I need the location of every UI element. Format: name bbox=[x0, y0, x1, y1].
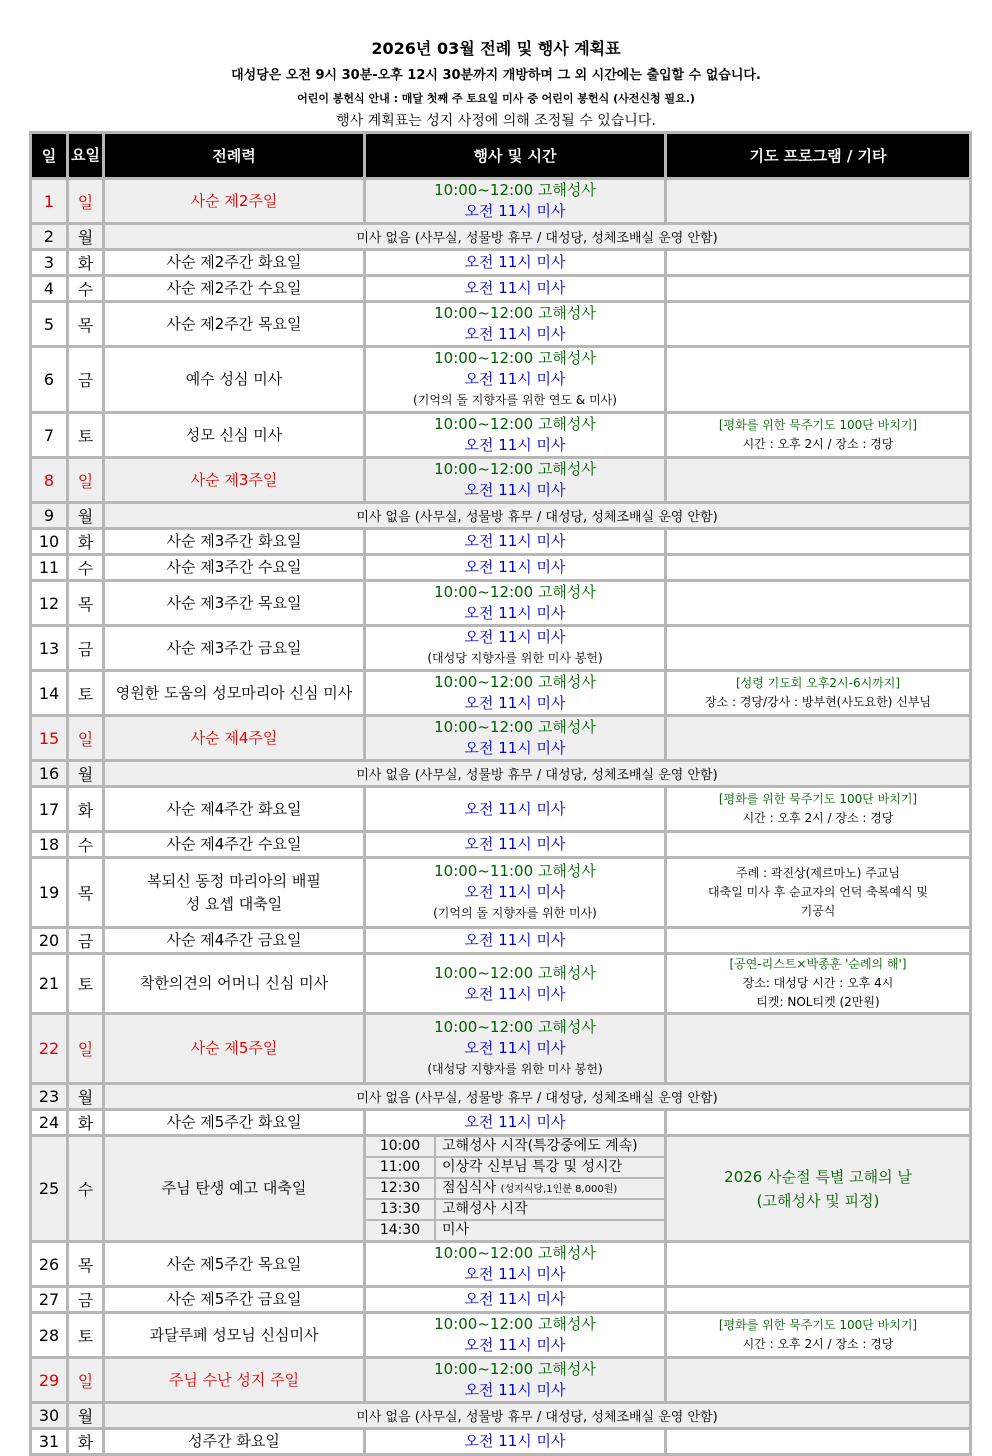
prayer-detail: 시간 : 오후 2시 / 장소 : 경당 bbox=[742, 437, 894, 451]
table-row bbox=[31, 503, 971, 529]
weekday-cell: 토 bbox=[68, 954, 104, 1014]
weekday-cell: 일 bbox=[68, 458, 104, 503]
prayer-cell bbox=[666, 179, 971, 224]
liturgy-cell bbox=[104, 1358, 365, 1403]
prayer-cell bbox=[666, 928, 971, 954]
mass-time: 오전 11시 미사 bbox=[464, 1381, 566, 1399]
liturgy-cell bbox=[104, 928, 365, 954]
confession-time: 10:00~12:00 고해성사 bbox=[434, 1360, 596, 1378]
table-row bbox=[31, 555, 971, 581]
table-row bbox=[31, 1110, 971, 1136]
day-cell: 9 bbox=[31, 503, 68, 529]
table-row bbox=[31, 1313, 971, 1358]
prayer-cell bbox=[666, 716, 971, 761]
liturgy-cell bbox=[104, 954, 365, 1014]
schedule-desc bbox=[436, 1137, 664, 1156]
weekday-cell: 토 bbox=[68, 413, 104, 458]
liturgy-label: 착한의견의 어머니 신심 미사 bbox=[139, 974, 329, 992]
schedule-time: 10:00 bbox=[366, 1137, 436, 1156]
table-row bbox=[31, 954, 971, 1014]
mass-time: 오전 11시 미사 bbox=[464, 1290, 566, 1308]
table-row bbox=[31, 302, 971, 347]
prayer-title: [공연-리스트×박종훈 '순례의 해'] bbox=[729, 957, 907, 971]
prayer-cell bbox=[666, 832, 971, 858]
weekday-cell: 목 bbox=[68, 1242, 104, 1287]
event-cell bbox=[365, 928, 666, 954]
event-cell bbox=[365, 954, 666, 1014]
weekday-cell: 수 bbox=[68, 555, 104, 581]
liturgy-cell bbox=[104, 1136, 365, 1242]
schedule-desc-text: 미사 bbox=[442, 1222, 470, 1238]
weekday-cell: 월 bbox=[68, 503, 104, 529]
table-row bbox=[31, 250, 971, 276]
liturgy-cell bbox=[104, 276, 365, 302]
mass-time: 오전 11시 미사 bbox=[464, 1432, 566, 1450]
confession-time: 10:00~12:00 고해성사 bbox=[434, 415, 596, 433]
day-cell: 11 bbox=[31, 555, 68, 581]
table-row bbox=[31, 1014, 971, 1084]
liturgy-cell bbox=[104, 626, 365, 671]
table-row bbox=[31, 626, 971, 671]
table-row bbox=[31, 1084, 971, 1110]
event-cell bbox=[365, 1358, 666, 1403]
prayer-cell bbox=[666, 529, 971, 555]
table-row bbox=[31, 1242, 971, 1287]
day-cell: 15 bbox=[31, 716, 68, 761]
mass-time: 오전 11시 미사 bbox=[464, 1336, 566, 1354]
event-cell bbox=[365, 671, 666, 716]
mass-time: 오전 11시 미사 bbox=[464, 984, 566, 1003]
mass-time: 오전 11시 미사 bbox=[464, 931, 566, 949]
prayer-detail: 장소: 대성당 시간 : 오후 4시 bbox=[742, 976, 894, 990]
table-row bbox=[31, 347, 971, 413]
liturgy-label: 과달루페 성모님 신심미사 bbox=[149, 1325, 319, 1344]
event-cell bbox=[365, 858, 666, 928]
liturgy-label: 주님 탄생 예고 대축일 bbox=[161, 1179, 307, 1197]
weekday-cell: 목 bbox=[68, 302, 104, 347]
mass-time: 오전 11시 미사 bbox=[464, 253, 566, 271]
weekday-cell: 토 bbox=[68, 671, 104, 716]
weekday-cell: 일 bbox=[68, 1358, 104, 1403]
schedule-desc-text: 이상각 신부님 특강 및 성시간 bbox=[442, 1159, 623, 1175]
day-cell: 29 bbox=[31, 1358, 68, 1403]
liturgy-cell bbox=[104, 1429, 365, 1455]
day-cell: 27 bbox=[31, 1287, 68, 1313]
liturgy-cell bbox=[104, 1313, 365, 1358]
mass-time: 오전 11시 미사 bbox=[464, 604, 566, 622]
event-cell bbox=[365, 413, 666, 458]
liturgy-label: 영원한 도움의 성모마리아 신심 미사 bbox=[115, 683, 353, 702]
weekday-cell: 월 bbox=[68, 1403, 104, 1429]
prayer-cell bbox=[666, 1429, 971, 1455]
schedule-item bbox=[366, 1158, 664, 1179]
liturgy-label: 성주간 화요일 bbox=[188, 1432, 280, 1450]
weekday-cell: 금 bbox=[68, 1287, 104, 1313]
prayer-cell bbox=[666, 671, 971, 716]
mass-time: 오전 11시 미사 bbox=[464, 279, 566, 297]
weekday-cell: 토 bbox=[68, 1313, 104, 1358]
event-cell bbox=[365, 458, 666, 503]
liturgy-label: 사순 제4주간 화요일 bbox=[166, 799, 302, 818]
day-cell: 16 bbox=[31, 761, 68, 787]
day-cell: 12 bbox=[31, 581, 68, 626]
weekday-cell: 월 bbox=[68, 224, 104, 250]
weekday-cell: 일 bbox=[68, 716, 104, 761]
table-row bbox=[31, 832, 971, 858]
prayer-cell bbox=[666, 1014, 971, 1084]
mass-time: 오전 11시 미사 bbox=[464, 1265, 566, 1283]
liturgy-label: 사순 제5주일 bbox=[190, 1039, 278, 1057]
table-row bbox=[31, 1136, 971, 1242]
confession-time: 10:00~11:00 고해성사 bbox=[434, 862, 596, 880]
table-row bbox=[31, 787, 971, 832]
event-cell bbox=[365, 555, 666, 581]
confession-time: 10:00~12:00 고해성사 bbox=[434, 1315, 596, 1333]
liturgy-label: 사순 제2주간 수요일 bbox=[166, 279, 302, 297]
event-cell bbox=[365, 1242, 666, 1287]
weekday-cell: 월 bbox=[68, 761, 104, 787]
liturgy-cell bbox=[104, 529, 365, 555]
closed-notice: 미사 없음 (사무실, 성물방 휴무 / 대성당, 성체조배실 운영 안함) bbox=[104, 761, 971, 787]
table-row bbox=[31, 179, 971, 224]
weekday-cell: 월 bbox=[68, 1084, 104, 1110]
day-cell: 23 bbox=[31, 1084, 68, 1110]
mass-time: 오전 11시 미사 bbox=[464, 694, 566, 712]
table-row bbox=[31, 928, 971, 954]
liturgy-label: 예수 성심 미사 bbox=[185, 370, 283, 388]
schedule-item bbox=[366, 1179, 664, 1200]
liturgy-cell bbox=[104, 832, 365, 858]
liturgy-label: 성모 신심 미사 bbox=[185, 425, 283, 444]
liturgy-cell bbox=[104, 716, 365, 761]
col-day: 일 bbox=[31, 133, 68, 179]
event-cell bbox=[365, 347, 666, 413]
liturgy-cell bbox=[104, 1110, 365, 1136]
day-cell: 1 bbox=[31, 179, 68, 224]
event-cell bbox=[365, 1313, 666, 1358]
day-cell: 5 bbox=[31, 302, 68, 347]
schedule-item bbox=[366, 1200, 664, 1221]
prayer-cell bbox=[666, 276, 971, 302]
liturgy-cell bbox=[104, 347, 365, 413]
confession-time: 10:00~12:00 고해성사 bbox=[434, 1018, 596, 1036]
table-row bbox=[31, 224, 971, 250]
event-schedule bbox=[365, 1136, 666, 1242]
liturgy-label: 사순 제5주간 금요일 bbox=[166, 1290, 302, 1308]
prayer-cell bbox=[666, 458, 971, 503]
confession-time: 10:00~12:00 고해성사 bbox=[434, 673, 596, 691]
mass-time: 오전 11시 미사 bbox=[464, 739, 566, 757]
liturgy-label: 사순 제3주간 목요일 bbox=[166, 593, 302, 612]
schedule-desc-sub: (성지식당,1인분 8,000원) bbox=[500, 1184, 618, 1195]
prayer-title: [성령 기도회 오후2시-6시까지] bbox=[735, 676, 901, 690]
prayer-cell bbox=[666, 347, 971, 413]
liturgy-cell bbox=[104, 413, 365, 458]
confession-time: 10:00~12:00 고해성사 bbox=[434, 1244, 596, 1262]
table-row bbox=[31, 671, 971, 716]
table-row bbox=[31, 716, 971, 761]
liturgy-cell bbox=[104, 858, 365, 928]
child-offering-notice: 어린이 봉헌식 안내 : 매달 첫째 주 토요일 미사 중 어린이 봉헌식 (사전신청 필요.) bbox=[297, 92, 695, 105]
schedule-table bbox=[29, 131, 972, 1456]
event-cell bbox=[365, 250, 666, 276]
table-row bbox=[31, 761, 971, 787]
liturgy-cell bbox=[104, 1287, 365, 1313]
day-cell: 13 bbox=[31, 626, 68, 671]
prayer-cell bbox=[666, 954, 971, 1014]
liturgy-cell bbox=[104, 581, 365, 626]
day-cell: 14 bbox=[31, 671, 68, 716]
day-cell: 22 bbox=[31, 1014, 68, 1084]
weekday-cell: 화 bbox=[68, 250, 104, 276]
liturgy-label: 사순 제3주간 금요일 bbox=[166, 638, 302, 657]
day-cell: 7 bbox=[31, 413, 68, 458]
col-event: 행사 및 시간 bbox=[365, 133, 666, 179]
event-cell bbox=[365, 179, 666, 224]
col-prayer: 기도 프로그램 / 기타 bbox=[666, 133, 971, 179]
schedule-item bbox=[366, 1137, 664, 1158]
day-cell: 25 bbox=[31, 1136, 68, 1242]
confession-time: 10:00~12:00 고해성사 bbox=[434, 304, 596, 322]
day-cell: 2 bbox=[31, 224, 68, 250]
event-cell bbox=[365, 1014, 666, 1084]
liturgy-label: 사순 제4주간 수요일 bbox=[166, 835, 302, 853]
table-row bbox=[31, 581, 971, 626]
schedule-change-notice: 행사 계획표는 성지 사정에 의해 조정될 수 있습니다. bbox=[336, 113, 656, 129]
day-cell: 6 bbox=[31, 347, 68, 413]
liturgy-label-2: 성 요셉 대축일 bbox=[185, 894, 283, 913]
prayer-cell bbox=[666, 1110, 971, 1136]
table-row bbox=[31, 1429, 971, 1455]
schedule-desc-text: 점심식사 bbox=[442, 1180, 497, 1196]
prayer-cell bbox=[666, 626, 971, 671]
schedule-time: 12:30 bbox=[366, 1179, 436, 1198]
confession-time: 10:00~12:00 고해성사 bbox=[434, 460, 596, 478]
prayer-cell bbox=[666, 555, 971, 581]
mass-time: 오전 11시 미사 bbox=[464, 835, 566, 853]
weekday-cell: 화 bbox=[68, 1429, 104, 1455]
day-cell: 18 bbox=[31, 832, 68, 858]
liturgy-label: 사순 제4주일 bbox=[190, 728, 278, 747]
weekday-cell: 금 bbox=[68, 928, 104, 954]
event-cell bbox=[365, 716, 666, 761]
schedule-time: 11:00 bbox=[366, 1158, 436, 1177]
event-cell bbox=[365, 832, 666, 858]
schedule-item bbox=[366, 1221, 664, 1240]
weekday-cell: 수 bbox=[68, 1136, 104, 1242]
liturgy-cell bbox=[104, 1014, 365, 1084]
weekday-cell: 수 bbox=[68, 832, 104, 858]
schedule-desc bbox=[436, 1200, 664, 1219]
day-cell: 31 bbox=[31, 1429, 68, 1455]
schedule-desc-text: 고해성사 시작 bbox=[442, 1201, 528, 1217]
mass-time: 오전 11시 미사 bbox=[464, 370, 566, 388]
liturgy-cell bbox=[104, 302, 365, 347]
opening-hours-notice: 대성당은 오전 9시 30분-오후 12시 30분까지 개방하며 그 외 시간에는 출입할 수 없습니다. bbox=[231, 68, 761, 83]
weekday-cell: 수 bbox=[68, 276, 104, 302]
prayer-cell bbox=[666, 581, 971, 626]
table-row bbox=[31, 1287, 971, 1313]
day-cell: 24 bbox=[31, 1110, 68, 1136]
prayer-cell bbox=[666, 787, 971, 832]
prayer-title: [평화를 위한 묵주기도 100단 바치기] bbox=[718, 418, 918, 432]
day-cell: 28 bbox=[31, 1313, 68, 1358]
mass-time: 오전 11시 미사 bbox=[464, 1113, 566, 1131]
day-cell: 19 bbox=[31, 858, 68, 928]
weekday-cell: 일 bbox=[68, 179, 104, 224]
event-cell bbox=[365, 581, 666, 626]
weekday-cell: 금 bbox=[68, 626, 104, 671]
weekday-cell: 금 bbox=[68, 347, 104, 413]
liturgy-label: 복되신 동정 마리아의 배필 bbox=[147, 871, 321, 890]
liturgy-cell bbox=[104, 1242, 365, 1287]
prayer-cell bbox=[666, 250, 971, 276]
prayer-cell bbox=[666, 1313, 971, 1358]
liturgy-label: 사순 제5주간 목요일 bbox=[166, 1254, 302, 1273]
mass-time: 오전 11시 미사 bbox=[464, 436, 566, 454]
special-event-cell bbox=[666, 1136, 971, 1242]
liturgy-label: 사순 제2주간 목요일 bbox=[166, 314, 302, 333]
liturgy-label: 사순 제2주간 화요일 bbox=[166, 253, 302, 271]
liturgy-label: 사순 제2주일 bbox=[190, 191, 278, 210]
prayer-cell bbox=[666, 858, 971, 928]
special-title: 2026 사순절 특별 고해의 날 bbox=[724, 1167, 912, 1186]
day-cell: 4 bbox=[31, 276, 68, 302]
closed-notice: 미사 없음 (사무실, 성물방 휴무 / 대성당, 성체조배실 운영 안함) bbox=[104, 503, 971, 529]
prayer-detail: 시간 : 오후 2시 / 장소 : 경당 bbox=[742, 811, 894, 825]
event-note: (기억의 돌 지향자를 위한 미사) bbox=[433, 906, 597, 920]
mass-time: 오전 11시 미사 bbox=[464, 1039, 566, 1057]
prayer-cell bbox=[666, 302, 971, 347]
day-cell: 26 bbox=[31, 1242, 68, 1287]
prayer-detail: 장소 : 경당/강사 : 방부현(사도요한) 신부님 bbox=[704, 695, 932, 709]
liturgy-label: 사순 제3주일 bbox=[190, 470, 278, 489]
mass-time: 오전 11시 미사 bbox=[464, 628, 566, 646]
table-row bbox=[31, 529, 971, 555]
event-cell bbox=[365, 787, 666, 832]
weekday-cell: 목 bbox=[68, 581, 104, 626]
confession-time: 10:00~12:00 고해성사 bbox=[434, 718, 596, 736]
confession-time: 10:00~12:00 고해성사 bbox=[434, 349, 596, 367]
event-cell bbox=[365, 1429, 666, 1455]
table-header-row bbox=[31, 133, 971, 179]
event-cell bbox=[365, 529, 666, 555]
prayer-cell bbox=[666, 1242, 971, 1287]
prayer-detail-2: 기공식 bbox=[800, 904, 836, 918]
prayer-detail: 시간 : 오후 2시 / 장소 : 경당 bbox=[742, 1337, 894, 1351]
liturgy-label: 사순 제3주간 화요일 bbox=[166, 532, 302, 550]
confession-time: 10:00~12:00 고해성사 bbox=[434, 181, 596, 199]
liturgy-label: 주님 수난 성지 주일 bbox=[168, 1370, 300, 1389]
mass-time: 오전 11시 미사 bbox=[464, 532, 566, 550]
schedule-time: 13:30 bbox=[366, 1200, 436, 1219]
prayer-cell bbox=[666, 1358, 971, 1403]
mass-time: 오전 11시 미사 bbox=[464, 883, 566, 901]
day-cell: 17 bbox=[31, 787, 68, 832]
liturgy-cell bbox=[104, 179, 365, 224]
page-title: 2026년 03월 전례 및 행사 계획표 bbox=[371, 39, 621, 58]
liturgy-cell bbox=[104, 555, 365, 581]
confession-time: 10:00~12:00 고해성사 bbox=[434, 583, 596, 601]
day-cell: 8 bbox=[31, 458, 68, 503]
confession-time: 10:00~12:00 고해성사 bbox=[434, 963, 596, 982]
day-cell: 10 bbox=[31, 529, 68, 555]
prayer-detail: 대축일 미사 후 순교자의 언덕 축복예식 및 bbox=[708, 885, 928, 899]
liturgy-cell bbox=[104, 458, 365, 503]
table-row bbox=[31, 1403, 971, 1429]
event-note: (대성당 지향자를 위한 미사 봉헌) bbox=[427, 1062, 603, 1076]
prayer-title: [평화를 위한 묵주기도 100단 바치기] bbox=[718, 792, 918, 806]
closed-notice: 미사 없음 (사무실, 성물방 휴무 / 대성당, 성체조배실 운영 안함) bbox=[104, 1403, 971, 1429]
table-row bbox=[31, 858, 971, 928]
day-cell: 30 bbox=[31, 1403, 68, 1429]
liturgy-label: 사순 제5주간 화요일 bbox=[166, 1113, 302, 1131]
prayer-cell bbox=[666, 413, 971, 458]
liturgy-label: 사순 제3주간 수요일 bbox=[166, 558, 302, 576]
special-subtitle: (고해성사 및 피정) bbox=[756, 1191, 880, 1210]
prayer-title: 주례 : 곽진상(제르마노) 주교님 bbox=[736, 866, 900, 880]
event-cell bbox=[365, 302, 666, 347]
liturgy-label: 사순 제4주간 금요일 bbox=[166, 931, 302, 949]
schedule-desc bbox=[436, 1179, 664, 1198]
mass-time: 오전 11시 미사 bbox=[464, 325, 566, 343]
day-cell: 3 bbox=[31, 250, 68, 276]
schedule-time: 14:30 bbox=[366, 1221, 436, 1240]
liturgy-cell bbox=[104, 671, 365, 716]
event-cell bbox=[365, 1287, 666, 1313]
mass-time: 오전 11시 미사 bbox=[464, 799, 566, 818]
event-cell bbox=[365, 626, 666, 671]
weekday-cell: 일 bbox=[68, 1014, 104, 1084]
weekday-cell: 화 bbox=[68, 1110, 104, 1136]
col-weekday: 요일 bbox=[68, 133, 104, 179]
mass-time: 오전 11시 미사 bbox=[464, 558, 566, 576]
event-cell bbox=[365, 276, 666, 302]
table-row bbox=[31, 1358, 971, 1403]
closed-notice: 미사 없음 (사무실, 성물방 휴무 / 대성당, 성체조배실 운영 안함) bbox=[104, 1084, 971, 1110]
day-cell: 21 bbox=[31, 954, 68, 1014]
day-cell: 20 bbox=[31, 928, 68, 954]
prayer-title: [평화를 위한 묵주기도 100단 바치기] bbox=[718, 1318, 918, 1332]
mass-time: 오전 11시 미사 bbox=[464, 481, 566, 499]
prayer-cell bbox=[666, 1287, 971, 1313]
event-note: (대성당 지향자를 위한 미사 봉헌) bbox=[427, 651, 603, 665]
schedule-desc-text: 고해성사 시작(특강중에도 계속) bbox=[442, 1138, 638, 1154]
liturgy-cell bbox=[104, 787, 365, 832]
weekday-cell: 화 bbox=[68, 787, 104, 832]
weekday-cell: 화 bbox=[68, 529, 104, 555]
closed-notice: 미사 없음 (사무실, 성물방 휴무 / 대성당, 성체조배실 운영 안함) bbox=[104, 224, 971, 250]
schedule-desc bbox=[436, 1158, 664, 1177]
col-liturgy: 전례력 bbox=[104, 133, 365, 179]
schedule-desc bbox=[436, 1221, 664, 1240]
event-note: (기억의 돌 지향자를 위한 연도 & 미사) bbox=[413, 393, 617, 407]
event-cell bbox=[365, 1110, 666, 1136]
table-row bbox=[31, 458, 971, 503]
liturgy-cell bbox=[104, 250, 365, 276]
table-row bbox=[31, 413, 971, 458]
mass-time: 오전 11시 미사 bbox=[464, 202, 566, 220]
table-row bbox=[31, 276, 971, 302]
prayer-detail-2: 티켓: NOL티켓 (2만원) bbox=[756, 995, 880, 1009]
weekday-cell: 목 bbox=[68, 858, 104, 928]
